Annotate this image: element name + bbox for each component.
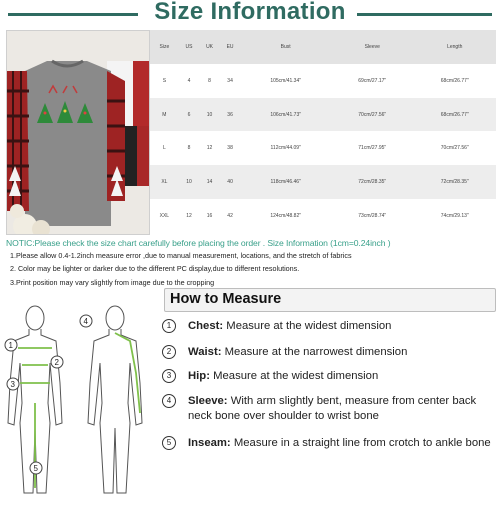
number-badge: 5 xyxy=(162,436,176,450)
size-chart-table xyxy=(150,30,496,233)
table-row xyxy=(150,131,496,165)
figure-label-5: 5 xyxy=(33,464,38,473)
table-row xyxy=(150,199,496,233)
cell-size: L xyxy=(162,145,166,152)
measure-label: Chest: xyxy=(188,320,224,332)
cell-size: XL xyxy=(161,179,168,186)
measure-label: Sleeve: xyxy=(188,395,228,407)
header-size: Size xyxy=(159,43,170,50)
measure-text: Measure at the narrowest dimension xyxy=(221,346,408,358)
cell-eu: 42 xyxy=(227,213,233,220)
header-uk: UK xyxy=(206,43,214,50)
header-eu: EU xyxy=(226,43,234,50)
cell-bust: 124cm/48.82" xyxy=(270,213,302,220)
note-item: 2. Color may be lighter or darker due to the different PC display,due to different resolutions. xyxy=(10,264,300,273)
header-us: US xyxy=(185,43,193,50)
measure-label: Inseam: xyxy=(188,437,231,449)
table-row xyxy=(150,165,496,199)
header xyxy=(0,0,500,28)
cell-us: 6 xyxy=(187,111,191,118)
cell-uk: 8 xyxy=(208,77,211,84)
cell-eu: 40 xyxy=(227,179,233,186)
page-title: Size Information xyxy=(154,0,346,25)
cell-sleeve: 72cm/28.35" xyxy=(358,179,387,186)
how-to-measure-title: How to Measure xyxy=(170,291,282,307)
measure-text: Measure in a straight line from crotch to ankle bone xyxy=(230,437,491,449)
cell-size: S xyxy=(162,77,167,84)
title-rule-right xyxy=(357,13,492,16)
cell-bust: 106cm/41.73" xyxy=(270,111,302,118)
cell-length: 68cm/26.77" xyxy=(440,77,469,84)
cell-us: 8 xyxy=(187,145,191,152)
notice-text: NOTIC:Please check the size chart carefully before placing the order . Size Information (1cm=0.24inch ) xyxy=(6,238,391,248)
cell-us: 4 xyxy=(187,77,191,84)
number-badge: 1 xyxy=(162,319,176,333)
note-item: 1.Please allow 0.4-1.2inch measure error ,due to manual measurement, locations, and the stretch of fabrics xyxy=(10,251,352,260)
title-rule-left xyxy=(8,13,138,16)
cell-uk: 12 xyxy=(206,145,213,152)
cell-bust: 118cm/46.46" xyxy=(270,179,301,186)
figure-label-2: 2 xyxy=(54,358,59,367)
number-badge: 4 xyxy=(162,394,176,408)
measure-text: With arm slightly bent, measure from center back neck bone over shoulder to wrist bone xyxy=(188,395,477,422)
measure-label: Hip: xyxy=(188,370,210,382)
cell-sleeve: 71cm/27.95" xyxy=(358,145,387,152)
cell-us: 12 xyxy=(186,213,192,220)
header-sleeve: Sleeve xyxy=(364,43,380,50)
measurement-figure xyxy=(0,303,160,500)
cell-uk: 10 xyxy=(206,111,213,118)
table-row xyxy=(150,64,496,98)
cell-size: XXL xyxy=(159,213,170,220)
figure-label-1: 1 xyxy=(8,341,13,350)
cell-bust: 112cm/44.09" xyxy=(270,145,301,152)
cell-eu: 34 xyxy=(227,77,233,84)
table-header-row xyxy=(150,30,496,64)
figure-label-4: 4 xyxy=(83,317,88,326)
cell-sleeve: 69cm/27.17" xyxy=(358,77,387,84)
product-photo xyxy=(6,30,150,235)
measure-label: Waist: xyxy=(188,346,222,358)
cell-length: 74cm/29.13" xyxy=(440,213,469,220)
cell-uk: 16 xyxy=(206,213,213,220)
cell-bust: 105cm/41.34" xyxy=(270,77,302,84)
number-badge: 3 xyxy=(162,369,176,383)
cell-eu: 36 xyxy=(227,111,233,118)
cell-size: M xyxy=(162,111,167,118)
cell-length: 72cm/28.35" xyxy=(440,179,469,186)
number-badge: 2 xyxy=(162,345,176,359)
cell-length: 68cm/26.77" xyxy=(440,111,469,118)
cell-eu: 38 xyxy=(227,145,233,152)
cell-sleeve: 73cm/28.74" xyxy=(358,213,387,220)
measure-text: Measure at the widest dimension xyxy=(209,370,379,382)
header-length: Length xyxy=(447,43,463,50)
cell-us: 10 xyxy=(186,179,192,186)
figure-label-3: 3 xyxy=(10,380,15,389)
cell-length: 70cm/27.56" xyxy=(440,145,469,152)
cell-uk: 14 xyxy=(206,179,213,186)
header-bust: Bust xyxy=(280,43,291,50)
table-row xyxy=(150,98,496,132)
cell-sleeve: 70cm/27.56" xyxy=(358,111,387,118)
measure-text: Measure at the widest dimension xyxy=(223,320,392,332)
note-item: 3.Print position may vary slightly from image due to the cropping xyxy=(10,278,215,287)
